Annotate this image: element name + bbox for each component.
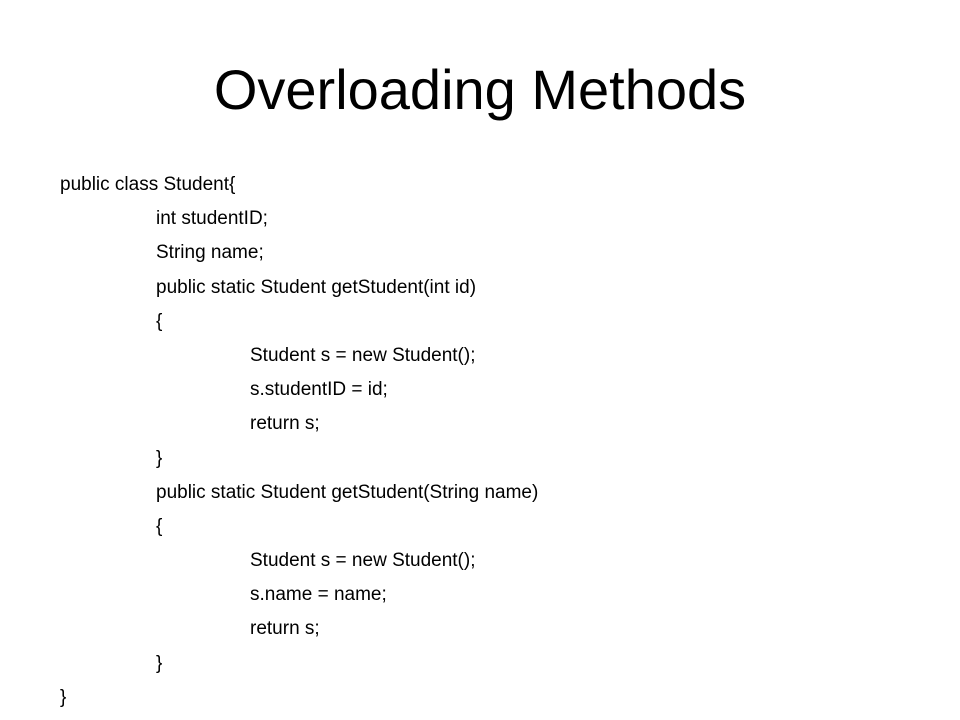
code-line-assign-id: s.studentID = id;	[250, 379, 388, 401]
code-line-field-student-id: int studentID;	[156, 208, 268, 230]
code-line-new-student: Student s = new Student();	[250, 344, 476, 366]
code-line-field-name: String name;	[156, 242, 264, 264]
code-line-method-signature-int: public static Student getStudent(int id)	[156, 276, 477, 298]
code-line-new-student: Student s = new Student();	[250, 550, 476, 572]
code-line-return: return s;	[250, 618, 320, 640]
code-block	[60, 168, 920, 715]
code-line-open-brace: {	[156, 310, 163, 332]
code-line-class-declaration: public class Student{	[60, 174, 236, 195]
code-line-open-brace: {	[156, 515, 163, 537]
code-line-class-close-brace: }	[60, 686, 67, 708]
code-line-method-signature-string: public static Student getStudent(String name)	[156, 481, 539, 503]
slide-title: Overloading Methods	[213, 58, 747, 121]
code-line-return: return s;	[250, 413, 320, 435]
code-line-close-brace: }	[156, 652, 163, 674]
code-line-assign-name: s.name = name;	[250, 584, 387, 606]
code-line-close-brace: }	[156, 447, 163, 469]
